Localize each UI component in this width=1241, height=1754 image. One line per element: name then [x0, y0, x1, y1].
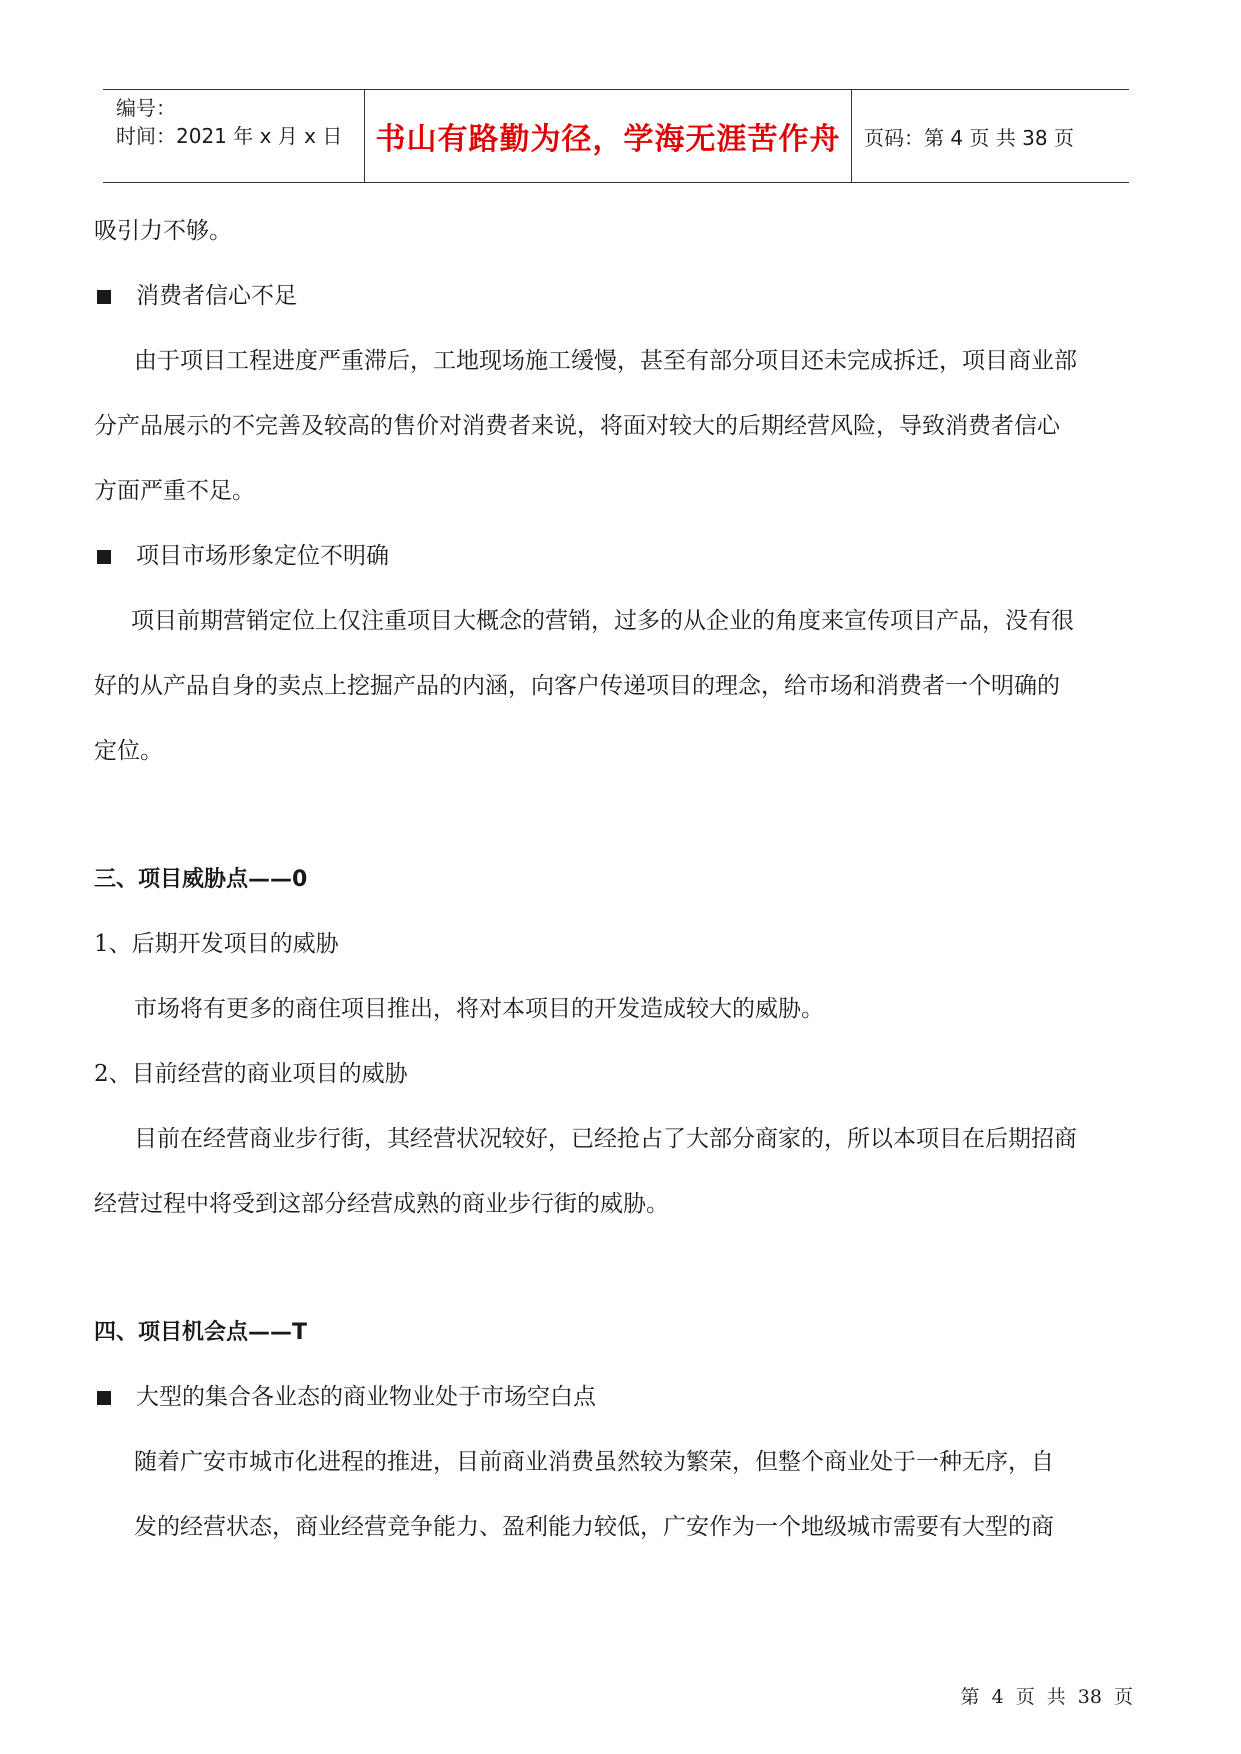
bullet-text: 大型的集合各业态的商业物业处于市场空白点 — [136, 1384, 596, 1410]
header-motto: 书山有路勤为径，学海无涯苦作舟 — [365, 90, 852, 182]
square-bullet-icon — [97, 1391, 111, 1405]
section-heading: 三、项目威胁点——0 — [94, 867, 308, 892]
paragraph-line: 市场将有更多的商住项目推出，将对本项目的开发造成较大的威胁。 — [134, 996, 824, 1022]
paragraph-line: 由于项目工程进度严重滞后，工地现场施工缓慢，甚至有部分项目还未完成拆迁，项目商业部 — [134, 348, 1077, 374]
paragraph-line: 方面严重不足。 — [94, 478, 255, 504]
square-bullet-icon — [97, 290, 111, 304]
paragraph-line: 定位。 — [94, 738, 163, 764]
paragraph-line: 吸引力不够。 — [94, 218, 232, 244]
paragraph-line: 分产品展示的不完善及较高的售价对消费者来说，将面对较大的后期经营风险，导致消费者信心 — [94, 413, 1060, 439]
square-bullet-icon — [97, 550, 111, 564]
bullet-item — [94, 264, 1140, 329]
paragraph-line: 项目前期营销定位上仅注重项目大概念的营销，过多的从企业的角度来宣传项目产品，没有很 — [131, 608, 1074, 634]
subsection-heading: 1、后期开发项目的威胁 — [94, 931, 339, 957]
bullet-item — [94, 1365, 1140, 1430]
document-body — [94, 210, 1140, 1560]
paragraph-line: 发的经营状态，商业经营竞争能力、盈利能力较低，广安作为一个地级城市需要有大型的商 — [134, 1514, 1054, 1540]
bullet-text: 消费者信心不足 — [136, 283, 297, 309]
page-footer: 第 4 页 共 38 页 — [960, 1686, 1133, 1708]
page-header — [103, 89, 1129, 183]
paragraph-line: 好的从产品自身的卖点上挖掘产品的内涵，向客户传递项目的理念，给市场和消费者一个明确的 — [94, 673, 1060, 699]
paragraph-line: 随着广安市城市化进程的推进，目前商业消费虽然较为繁荣，但整个商业处于一种无序，自 — [134, 1449, 1054, 1475]
time-label: 时间：2021 年 x 月 x 日 — [116, 124, 343, 148]
bullet-item — [94, 524, 1140, 589]
bullet-text: 项目市场形象定位不明确 — [136, 543, 389, 569]
section-heading: 四、项目机会点——T — [94, 1320, 308, 1345]
paragraph-line: 经营过程中将受到这部分经营成熟的商业步行街的威胁。 — [94, 1191, 669, 1217]
header-meta — [103, 90, 365, 182]
serial-label: 编号： — [116, 96, 176, 120]
paragraph-line: 目前在经营商业步行街，其经营状况较好，已经抢占了大部分商家的，所以本项目在后期招商 — [134, 1126, 1077, 1152]
header-page-info: 页码：第 4 页 共 38 页 — [864, 125, 1074, 150]
subsection-heading: 2、目前经营的商业项目的威胁 — [94, 1061, 408, 1087]
